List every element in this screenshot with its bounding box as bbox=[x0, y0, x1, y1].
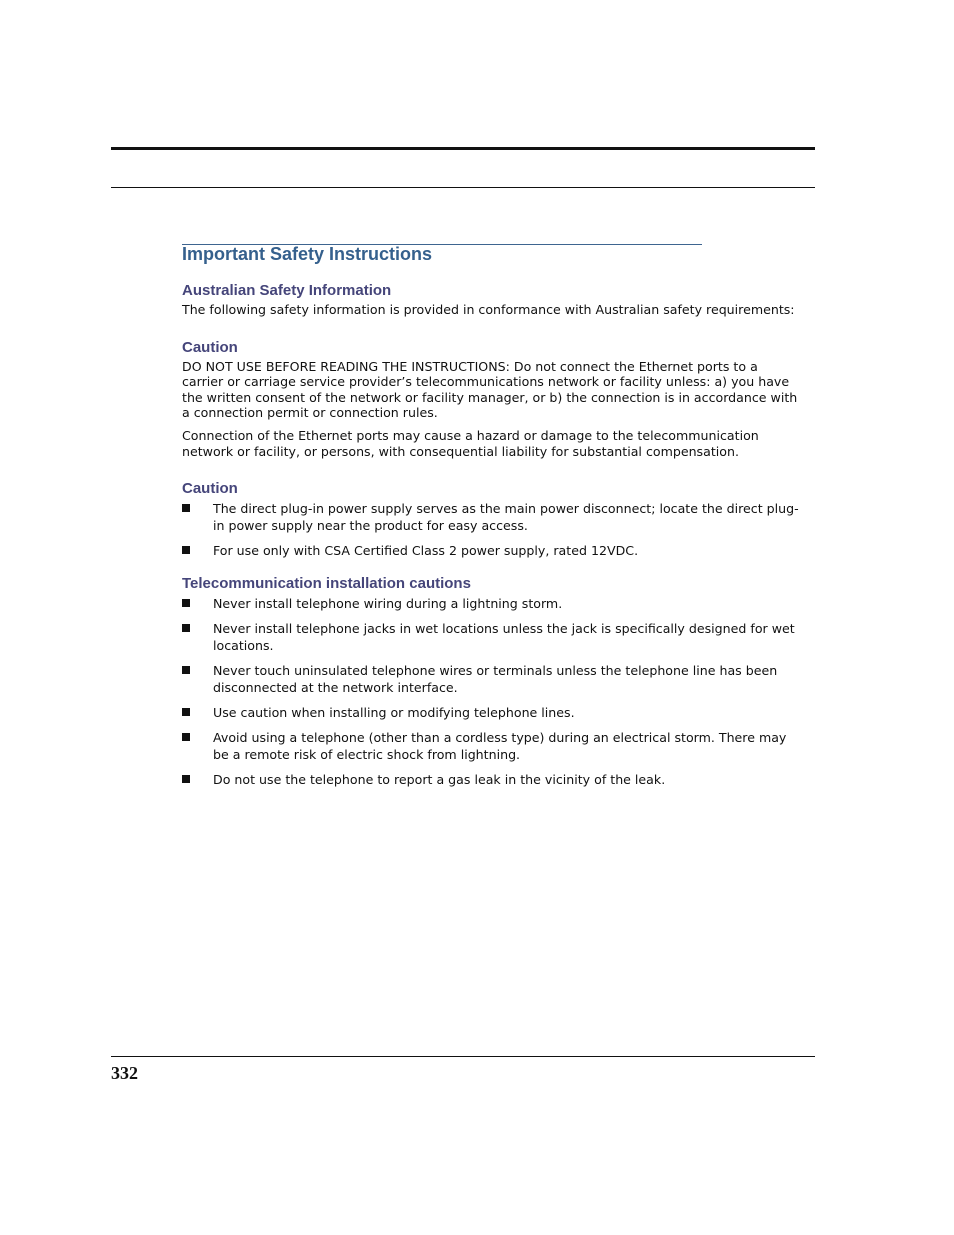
footer-rule bbox=[111, 1056, 815, 1057]
australian-heading: Australian Safety Information bbox=[182, 282, 392, 299]
section-title: Important Safety Instructions bbox=[182, 244, 433, 264]
bullet-icon bbox=[182, 708, 190, 716]
list-item-text: Do not use the telephone to report a gas leak in the vicinity of the leak. bbox=[213, 772, 666, 788]
caution2-list bbox=[182, 500, 802, 559]
list-item-text: Avoid using a telephone (other than a cordless type) during an electrical storm. There may be a remote risk of electric shock from lightning. bbox=[213, 730, 787, 763]
list-item-text: Use caution when installing or modifying telephone lines. bbox=[213, 705, 575, 721]
caution1-heading: Caution bbox=[182, 338, 238, 356]
bullet-icon bbox=[182, 666, 190, 674]
page-content bbox=[182, 243, 802, 796]
list-item bbox=[182, 704, 802, 721]
telecom-heading: Telecommunication installation cautions bbox=[182, 575, 471, 593]
telecom-list bbox=[182, 595, 802, 788]
caution1-paragraph-2: Connection of the Ethernet ports may cause a hazard or damage to the telecommunication network or facility, or persons, with consequential liability for substantial compensation. bbox=[182, 427, 759, 459]
bullet-icon bbox=[182, 599, 190, 607]
header-rule-thick bbox=[111, 147, 815, 150]
list-item bbox=[182, 595, 802, 612]
bullet-icon bbox=[182, 546, 190, 554]
list-item-text: Never touch uninsulated telephone wires or terminals unless the telephone line has been disconnected at the network interface. bbox=[213, 663, 778, 696]
page-number: 332 bbox=[111, 1063, 138, 1083]
list-item-text: Never install telephone jacks in wet locations unless the jack is specifically designed for wet locations. bbox=[213, 621, 795, 654]
list-item bbox=[182, 620, 802, 654]
bullet-icon bbox=[182, 775, 190, 783]
list-item-text: Never install telephone wiring during a lightning storm. bbox=[213, 596, 563, 612]
list-item-text: The direct plug-in power supply serves as the main power disconnect; locate the direct plug-in power supply near the product for easy access. bbox=[213, 501, 799, 534]
caution1-paragraph-1: DO NOT USE BEFORE READING THE INSTRUCTIONS: Do not connect the Ethernet ports to a carrier or carriage service provider’s telecommunications network or facility unless: a) you have the written consent of the network or facility manager, or b) the connection is in accordance with a connection permit or connection rules. bbox=[182, 358, 798, 421]
list-item bbox=[182, 542, 802, 559]
list-item bbox=[182, 662, 802, 696]
australian-intro: The following safety information is provided in conformance with Australian safety requirements: bbox=[182, 302, 795, 317]
list-item bbox=[182, 500, 802, 534]
caution2-heading: Caution bbox=[182, 480, 238, 498]
list-item-text: For use only with CSA Certified Class 2 power supply, rated 12VDC. bbox=[213, 543, 639, 559]
list-item bbox=[182, 771, 802, 788]
bullet-icon bbox=[182, 733, 190, 741]
header-rule-thin bbox=[111, 187, 815, 188]
list-item bbox=[182, 729, 802, 763]
bullet-icon bbox=[182, 504, 190, 512]
bullet-icon bbox=[182, 624, 190, 632]
